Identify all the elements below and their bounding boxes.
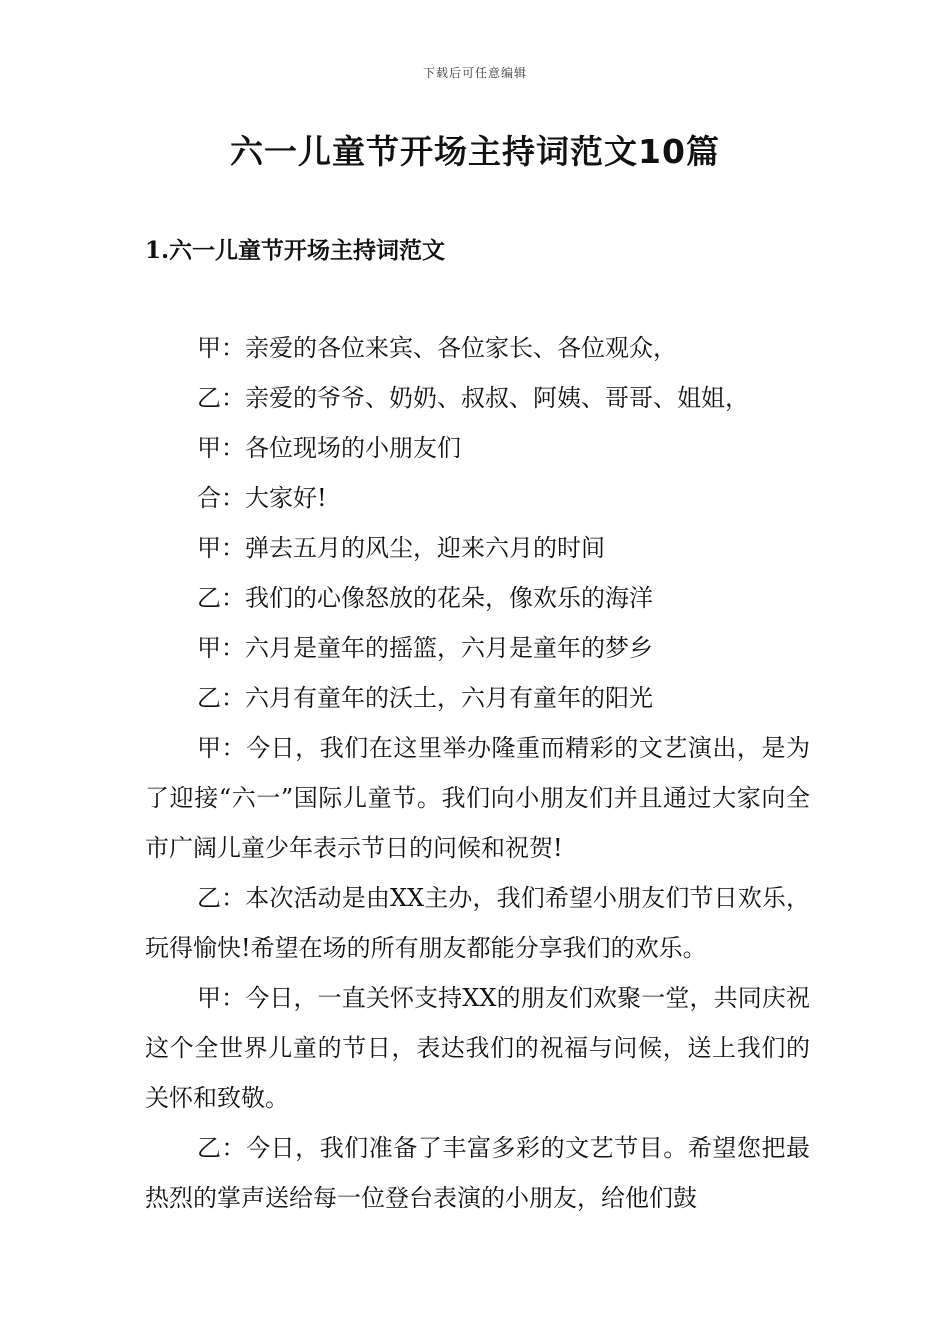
dialogue-paragraph: 乙：今日，我们准备了丰富多彩的文艺节目。希望您把最热烈的掌声送给每一位登台表演的小朋友，给他们鼓	[145, 1134, 810, 1212]
dialogue-paragraph: 乙：本次活动是由XX主办，我们希望小朋友们节日欢乐，玩得愉快!希望在场的所有朋友都能分享我们的欢乐。	[145, 884, 810, 962]
dialogue-line: 合：大家好!	[197, 484, 327, 512]
dialogue-line: 乙：亲爱的爷爷、奶奶、叔叔、阿姨、哥哥、姐姐，	[197, 384, 749, 412]
dialogue-line: 甲：弹去五月的风尘，迎来六月的时间	[197, 534, 605, 562]
dialogue-line: 甲：各位现场的小朋友们	[197, 434, 461, 462]
document-body	[145, 323, 810, 1223]
dialogue-line: 乙：六月有童年的沃土，六月有童年的阳光	[197, 684, 653, 712]
document-title: 六一儿童节开场主持词范文10篇	[230, 132, 720, 171]
dialogue-paragraph: 甲：今日，我们在这里举办隆重而精彩的文艺演出，是为了迎接“六一”国际儿童节。我们向小朋友们并且通过大家向全市广阔儿童少年表示节日的问候和祝贺!	[145, 734, 810, 862]
header-note: 下载后可任意编辑	[422, 66, 527, 80]
dialogue-line: 甲：亲爱的各位来宾、各位家长、各位观众，	[197, 334, 677, 362]
dialogue-line: 乙：我们的心像怒放的花朵，像欢乐的海洋	[197, 584, 653, 612]
dialogue-paragraph: 甲：今日，一直关怀支持XX的朋友们欢聚一堂，共同庆祝这个全世界儿童的节日，表达我们的祝福与问候，送上我们的关怀和致敬。	[145, 984, 810, 1112]
section-heading: 1.六一儿童节开场主持词范文	[145, 237, 446, 264]
dialogue-line: 甲：六月是童年的摇篮，六月是童年的梦乡	[197, 634, 653, 662]
